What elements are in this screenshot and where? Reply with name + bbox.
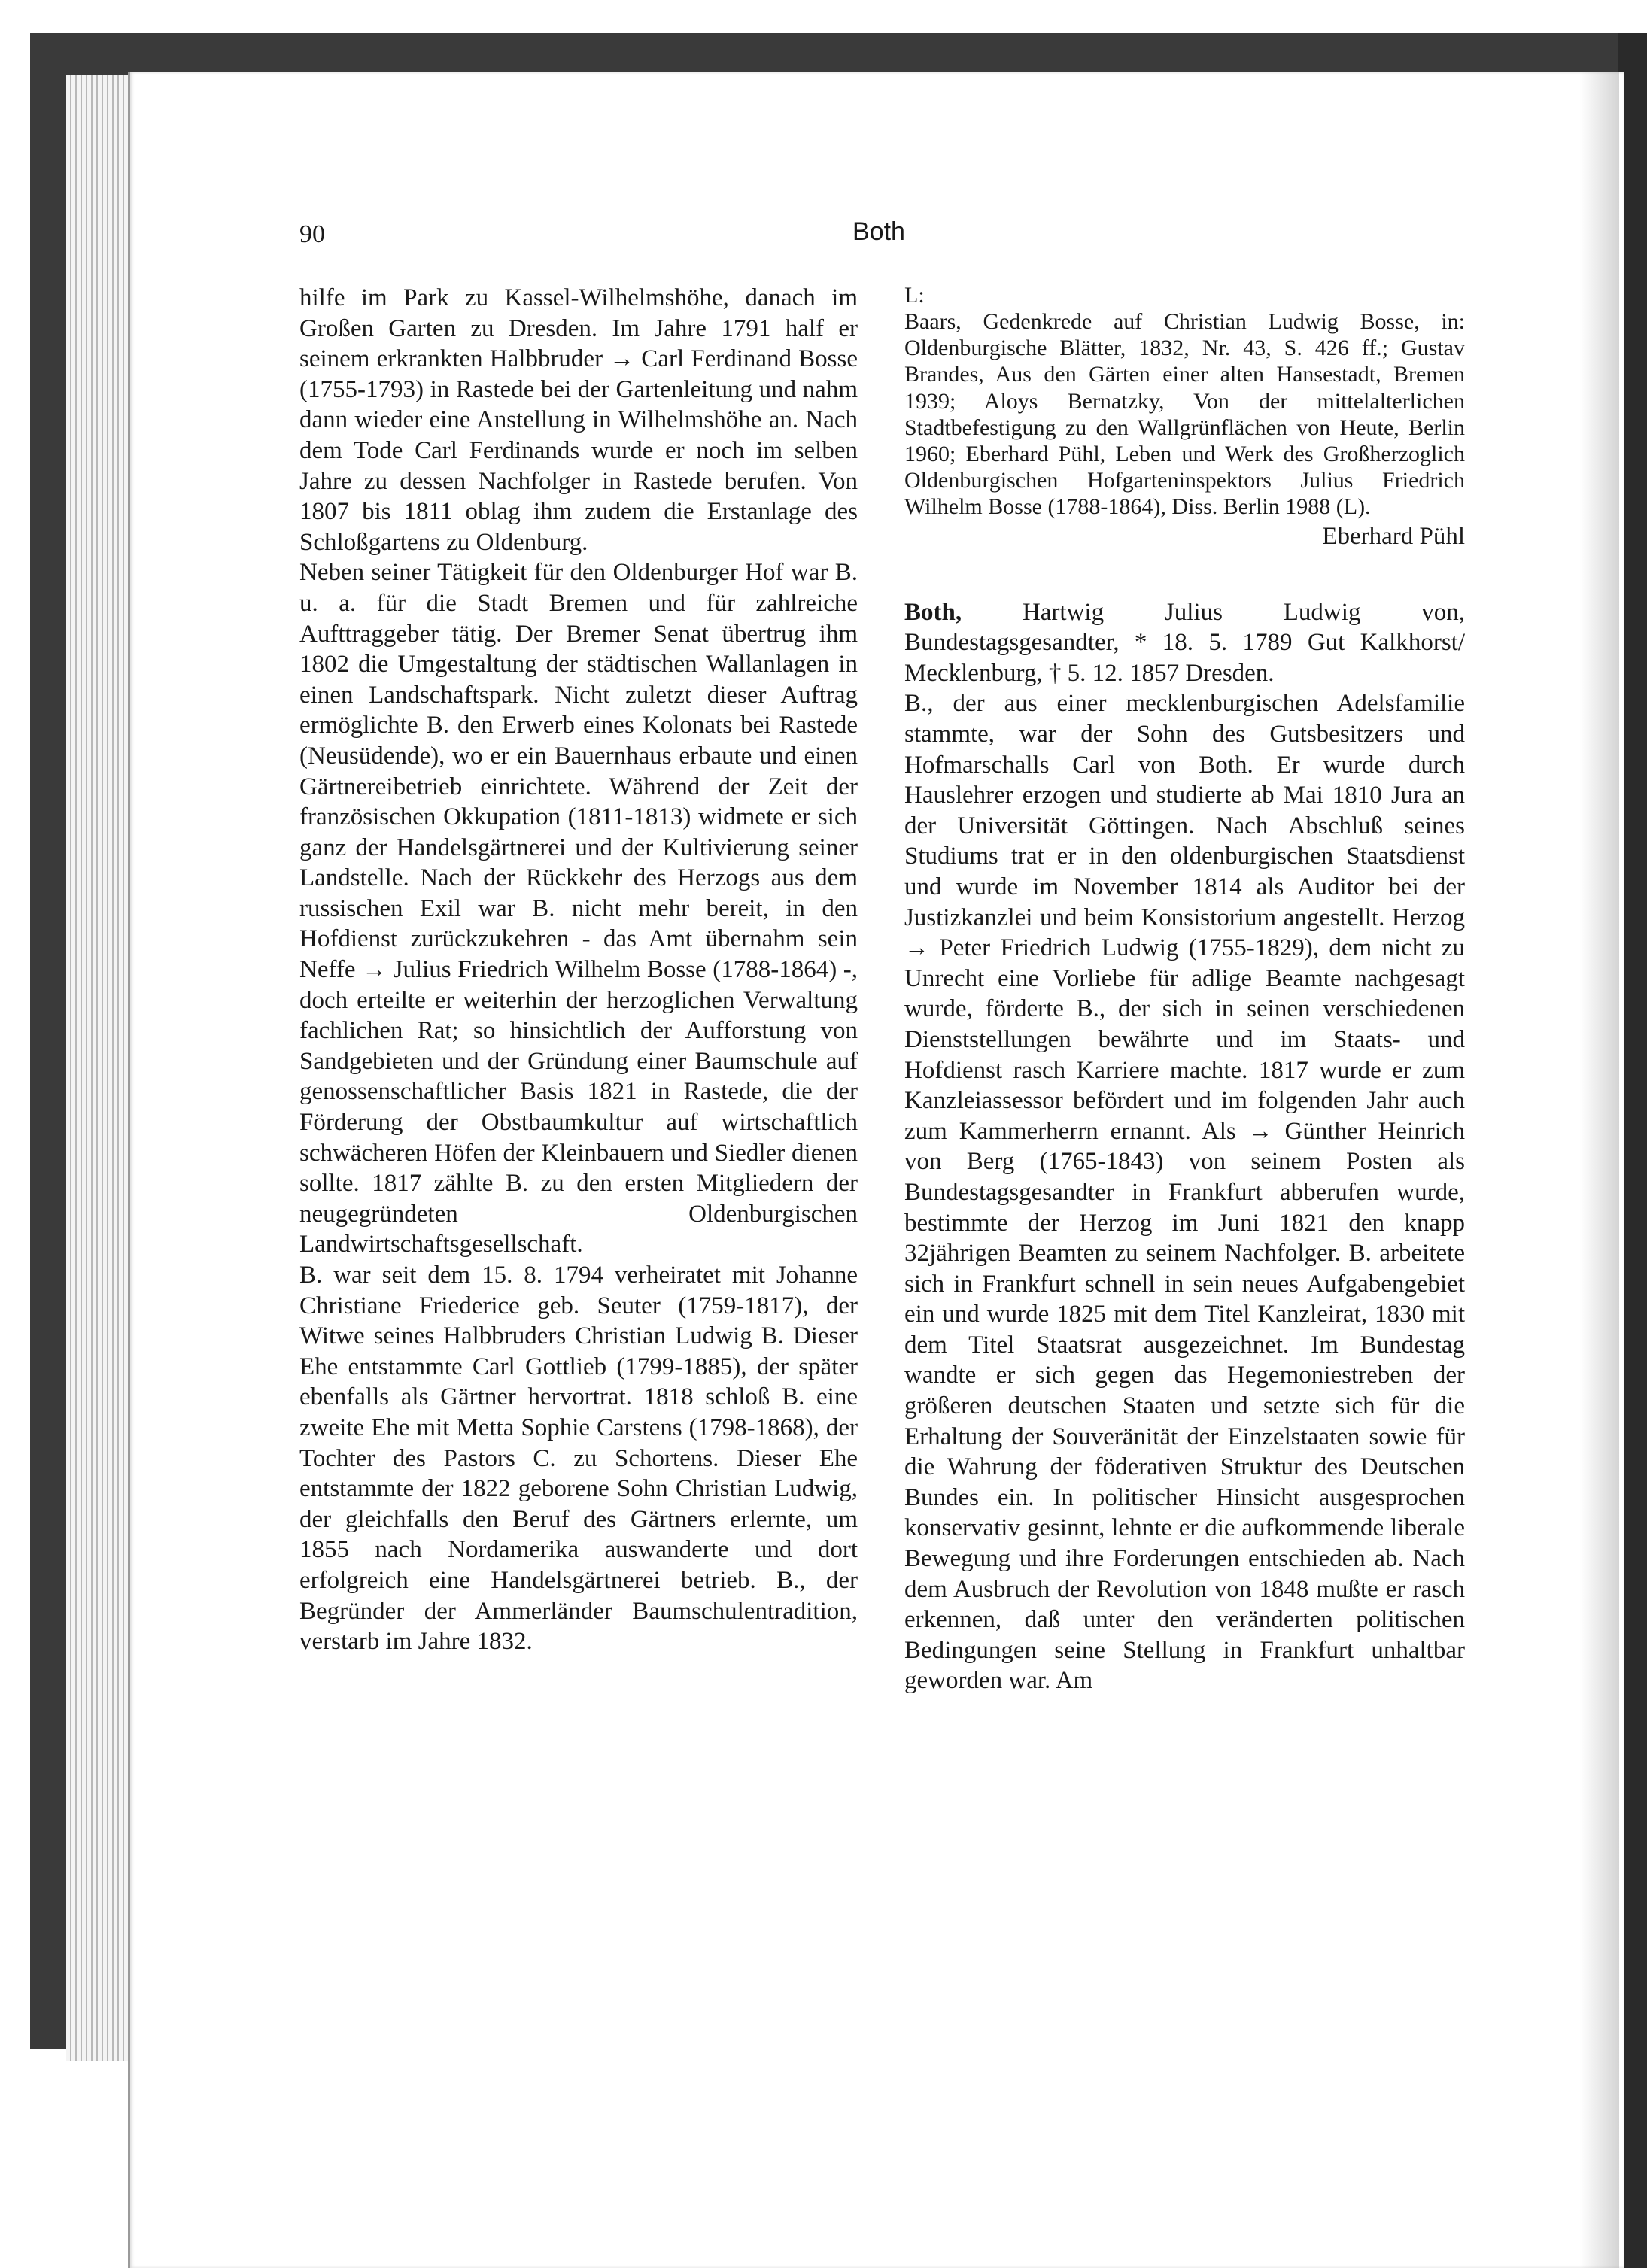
page-edges	[66, 75, 134, 2061]
running-head: Both	[852, 217, 905, 246]
entry-name: Both,	[904, 598, 962, 626]
paragraph: Neben seiner Tätigkeit für den Oldenburger Hof war B. u. a. für die Stadt Bremen und für zahlreiche Aufttraggeber tätig. Der Bremer Senat übertrug ihm 1802 die Umgestaltung der städtischen Wallanlagen in einen Landschaftspark. Nicht zuletzt dieser Auftrag ermöglichte B. den Erwerb eines Kolonats bei Rastede (Neusüdende), wo er ein Bauernhaus erbaute und einen Gärtnereibetrieb einrichtete. Während der Zeit der französischen Okkupation (1811-1813) widmete er sich ganz der Handelsgärtnerei und der Kultivierung seiner Landstelle. Nach der Rückkehr des Herzogs aus dem russischen Exil war B. nicht mehr bereit, in den Hofdienst zurückzukehren - das Amt übernahm sein Neffe → Julius Friedrich Wilhelm Bosse (1788-1864) -, doch erteilte er weiterhin der herzoglichen Verwaltung fachlichen Rat; so hinsichtlich der Aufforstung von Sandgebieten und der Gründung einer Baumschule auf genossenschaftlicher Basis 1821 in Rastede, die der Förderung der Obstbaumkultur auf wirtschaftlich schwächeren Höfen der Kleinbauern und Siedler dienen sollte. 1817 zählte B. zu den ersten Mitgliedern der neugegründeten Oldenburgischen Landwirtschaftsgesellschaft.	[299, 559, 858, 1258]
article-author: Eberhard Pühl	[1322, 522, 1465, 550]
page-gutter-shadow	[1580, 72, 1619, 2268]
paragraph: B. war seit dem 15. 8. 1794 verheiratet mit Johanne Christiane Friederice geb. Seuter (1759-1817), der Witwe seines Halbbruders Christian Ludwig B. Dieser Ehe entstammte Carl Gottlieb (1799-1885), der später ebenfalls als Gärtner hervortrat. 1818 schloß B. eine zweite Ehe mit Metta Sophie Carstens (1798-1868), der Tochter des Pastors C. zu Schortens. Dieser Ehe entstammte der 1822 geborene Sohn Christian Ludwig, der gleichfalls den Beruf des Gärtners erlernte, um 1855 nach Nordamerika auswanderte und dort erfolgreich eine Handelsgärtnerei betrieb. B., der Begründer der Ammerländer Baumschulentradition, verstarb im Jahre 1832.	[299, 1262, 858, 1656]
literature-label: L:	[904, 283, 925, 308]
literature-text: Baars, Gedenkrede auf Christian Ludwig Bosse, in: Oldenburgische Blätter, 1832, Nr. 43, S. 426 ff.; Gustav Brandes, Aus den Gärten einer alten Hansestadt, Bremen 1939; Aloys Bernatzky, Von der mittelalterlichen Stadtbefestigung zu den Wallgrünflächen von Heute, Berlin 1960; Eberhard Pühl, Leben und Werk des Großherzoglich Oldenburgischen Hofgarteninspektors Julius Friedrich Wilhelm Bosse (1788-1864), Diss. Berlin 1988 (L).	[904, 309, 1465, 520]
page-number: 90	[299, 220, 325, 248]
entry-body: B., der aus einer mecklenburgischen Adelsfamilie stammte, war der Sohn des Gutsbesitzers und Hofmarschalls Carl von Both. Er wurde durch Hauslehrer erzogen und studierte ab Mai 1810 Jura an der Universität Göttingen. Nach Abschluß seines Studiums trat er in den oldenburgischen Staatsdienst und wurde im November 1814 als Auditor bei der Justizkanzlei und beim Konsistorium angestellt. Herzog → Peter Friedrich Ludwig (1755-1829), dem nicht zu Unrecht eine Vorliebe für adlige Beamte nachgesagt wurde, förderte B., der sich in seinen verschiedenen Dienststellungen bewährte und im Staats- und Hofdienst rasch Karriere machte. 1817 wurde er zum Kanzleiassessor befördert und im folgenden Jahr auch zum Kammerherrn ernannt. Als → Günther Heinrich von Berg (1765-1843) von seinem Posten als Bundestagsgesandter in Frankfurt abberufen wurde, bestimmte der Herzog im Juni 1821 den knapp 32jährigen Beamten zu seinem Nachfolger. B. arbeitete sich in Frankfurt schnell in sein neues Aufgabengebiet ein und wurde 1825 mit dem Titel Kanzleirat, 1830 mit dem Titel Staatsrat ausgezeichnet. Im Bundestag wandte er sich gegen das Hegemoniestreben der größeren deutschen Staaten und setzte sich für die Erhaltung der Souveränität der Einzelstaaten sowie für die Wahrung der föderativen Struktur des Deutschen Bundes ein. In politischer Hinsicht ausgesprochen konservativ gesinnt, lehnte er die aufkommende liberale Bewegung und ihre Forderungen entschieden ab. Nach dem Ausbruch der Revolution von 1848 mußte er rasch erkennen, daß unter den veränderten politischen Bedingungen seine Stellung in Frankfurt unhaltbar geworden war. Am	[904, 690, 1465, 1695]
entry-header	[904, 597, 1465, 689]
left-column	[299, 283, 858, 1657]
right-column	[904, 283, 1465, 1696]
paragraph: hilfe im Park zu Kassel-Wilhelmshöhe, danach im Großen Garten zu Dresden. Im Jahre 1791 half er seinem erkrankten Halbbruder → Carl Ferdinand Bosse (1755-1793) in Rastede bei der Gartenleitung und nahm dann wieder eine Anstellung in Wilhelmshöhe an. Nach dem Tode Carl Ferdinands wurde er noch im selben Jahre zu dessen Nachfolger in Rastede berufen. Von 1807 bis 1811 oblag ihm zudem die Erstanlage des Schloßgartens zu Oldenburg.	[299, 284, 858, 556]
book-cover-top	[30, 33, 1647, 78]
entry-header-details: Hartwig Julius Ludwig von, Bundestagsgesandter, * 18. 5. 1789 Gut Kalkhorst/ Mecklenburg, † 5. 12. 1857 Dresden.	[904, 598, 1465, 687]
